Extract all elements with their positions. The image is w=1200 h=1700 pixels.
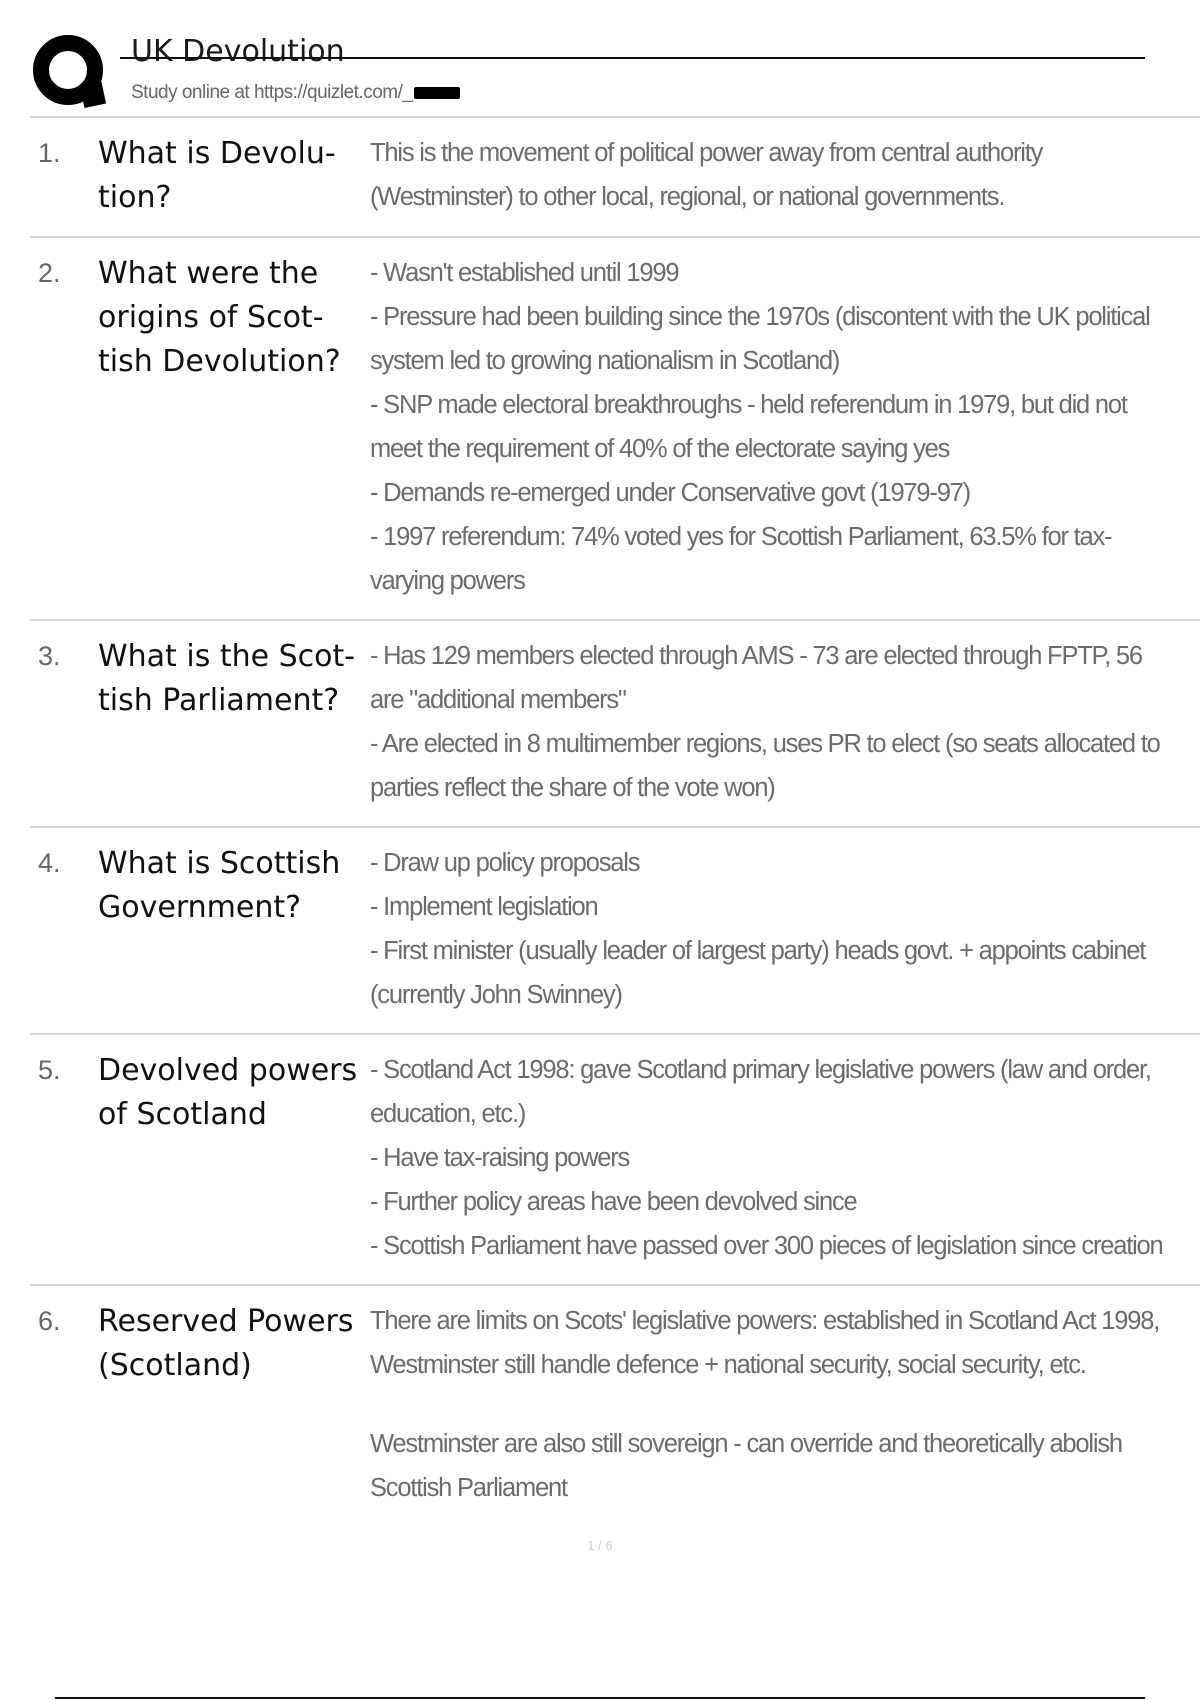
definition-line: - Implement legislation — [370, 893, 598, 921]
card-term — [98, 634, 370, 810]
flashcard-row — [30, 826, 1200, 1033]
card-definition — [370, 131, 1200, 220]
definition-line: - Have tax-raising powers — [370, 1144, 630, 1172]
footer-rule — [55, 1697, 1145, 1699]
card-term-line: tion? — [98, 180, 172, 215]
document-header — [0, 0, 1200, 118]
definition-line: - Scotland Act 1998: gave Scotland primary legislative powers (law and order, education, etc.) — [370, 1056, 1151, 1128]
card-term — [98, 1048, 370, 1268]
card-definition — [370, 1299, 1200, 1510]
definition-line: - Are elected in 8 multimember regions, uses PR to elect (so seats allocated to parties reflect the share of the vote won) — [370, 730, 1160, 802]
definition-line: - Draw up policy proposals — [370, 849, 640, 877]
card-definition — [370, 841, 1200, 1017]
card-definition — [370, 1048, 1200, 1268]
title-rule — [120, 57, 1145, 59]
definition-line: This is the movement of political power away from central authority (Westminster) to other local, regional, or national governments. — [370, 139, 1043, 211]
card-term-line: tish Parliament? — [98, 683, 340, 718]
card-number: 4. — [38, 848, 61, 878]
card-term — [98, 841, 370, 1017]
definition-line: - Further policy areas have been devolved since — [370, 1188, 857, 1216]
definition-line: - SNP made electoral breakthroughs - held referendum in 1979, but did not meet the requirement of 40% of the electorate saying yes — [370, 391, 1127, 463]
page-number: 1 / 6 — [587, 1538, 613, 1553]
definition-line: - Pressure had been building since the 1970s (discontent with the UK political system led to growing nationalism in Scotland) — [370, 303, 1150, 375]
definition-line: Westminster are also still sovereign - can override and theoretically abolish Scottish Parliament — [370, 1430, 1122, 1502]
definition-line: - Wasn't established until 1999 — [370, 259, 679, 287]
card-term — [98, 251, 370, 603]
card-term-line: Reserved Powers (Scotland) — [98, 1304, 354, 1383]
quizlet-logo-icon — [32, 34, 112, 114]
card-definition — [370, 251, 1200, 603]
card-number: 2. — [38, 258, 61, 288]
definition-gap — [370, 1387, 1178, 1422]
flashcard-row — [30, 1284, 1200, 1526]
definition-line: - Scottish Parliament have passed over 300 pieces of legislation since creation — [370, 1232, 1163, 1260]
flashcard-row — [30, 116, 1200, 236]
flashcard-list — [30, 116, 1200, 1526]
definition-line: There are limits on Scots' legislative powers: established in Scotland Act 1998, Westminster still handle defence + national security, social security, etc. — [370, 1307, 1160, 1379]
definition-line: - Demands re-emerged under Conservative govt (1979-97) — [370, 479, 970, 507]
flashcard-row — [30, 619, 1200, 826]
card-number: 1. — [38, 138, 61, 168]
document-title: UK Devolution — [131, 34, 345, 69]
card-term — [98, 131, 370, 220]
card-term-line: What is Devolu- — [98, 136, 336, 171]
card-term-line: Devolved powers of Scotland — [98, 1053, 358, 1132]
card-number: 3. — [38, 641, 61, 671]
card-term — [98, 1299, 370, 1510]
card-definition — [370, 634, 1200, 810]
card-term-line: tish Devolution? — [98, 344, 341, 379]
definition-line: - Has 129 members elected through AMS - 73 are elected through FPTP, 56 are "additional members" — [370, 642, 1142, 714]
card-number: 6. — [38, 1306, 61, 1336]
definition-line: - First minister (usually leader of largest party) heads govt. + appoints cabinet (currently John Swinney) — [370, 937, 1146, 1009]
card-number: 5. — [38, 1055, 61, 1085]
definition-line: - 1997 referendum: 74% voted yes for Scottish Parliament, 63.5% for tax-varying powers — [370, 523, 1112, 595]
card-term-line: What is the Scot- — [98, 639, 356, 674]
study-online-link[interactable] — [131, 82, 460, 104]
card-term-line: What is Scottish Government? — [98, 846, 341, 925]
study-online-text: Study online at https://quizlet.com/_ — [131, 82, 413, 103]
redacted-mark — [414, 87, 460, 99]
flashcard-row — [30, 236, 1200, 619]
card-term-line: What were the origins of Scot- — [98, 256, 324, 335]
flashcard-row — [30, 1033, 1200, 1284]
